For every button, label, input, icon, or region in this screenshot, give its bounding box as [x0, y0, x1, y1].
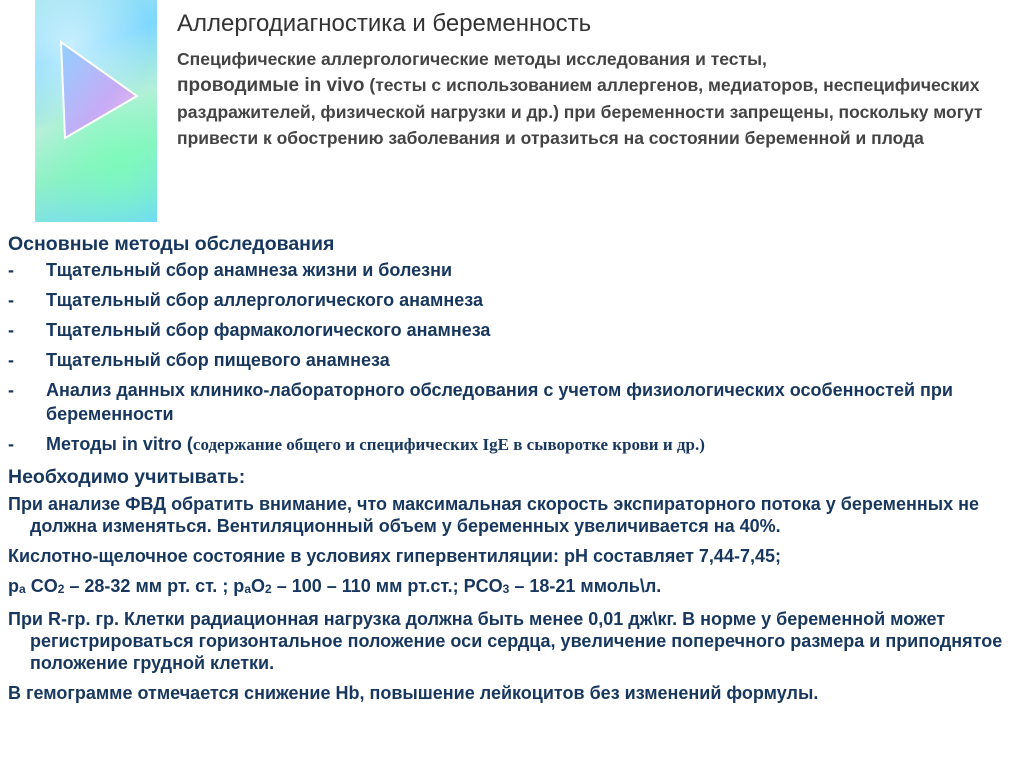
in-vitro-label: Методы in vitro ( [46, 434, 193, 454]
main-content [8, 230, 1008, 712]
list-item-text: Тщательный сбор анамнеза жизни и болезни [46, 260, 453, 280]
list-item [8, 348, 1008, 372]
note-hemogram: В гемограмме отмечается снижение Hb, повышение лейкоцитов без изменений формулы. [8, 683, 819, 703]
note-radiation: При R-гр. гр. Клетки радиационная нагрузка должна быть менее 0,01 дж\кг. В норме у беременной может регистрироваться горизонтальное положение оси сердца, увеличение поперечного размера и приподнятое положение грудной клетки. [8, 609, 1003, 673]
bullet-dash: - [8, 434, 14, 454]
list-item-text: Анализ данных клинико-лабораторного обследования с учетом физиологических особенностей при беременности [46, 380, 953, 424]
note-fvd: При анализе ФВД обратить внимание, что максимальная скорость экспираторного потока у беременных не должна изменяться. Вентиляционный объем у беременных увеличивается на 40%. [8, 494, 979, 536]
list-item [8, 378, 1008, 426]
triangle-logo-icon [35, 0, 157, 222]
gas-sub: a [244, 582, 251, 596]
methods-list [8, 258, 1008, 457]
intro-line-1: Специфические аллергологические методы исследования и тесты, [177, 49, 767, 69]
list-item-text: Тщательный сбор фармакологического анамнеза [46, 320, 491, 340]
bullet-dash: - [8, 260, 14, 280]
note-acid-base: Кислотно-щелочное состояние в условиях гипервентиляции: pH составляет 7,44-7,45; [8, 546, 781, 566]
gas-text: p [8, 576, 19, 596]
page-title: Аллергодиагностика и беременность [177, 10, 592, 37]
gas-sub: a [19, 582, 26, 596]
list-item-text: Тщательный сбор пищевого анамнеза [46, 350, 390, 370]
gas-sub: 2 [265, 582, 272, 596]
bullet-dash: - [8, 290, 14, 310]
gas-text: O [251, 576, 266, 596]
gas-sub: 2 [57, 582, 65, 596]
decorative-gradient-panel [35, 0, 157, 222]
gas-text: – 18-21 ммоль\л. [509, 576, 662, 596]
bullet-dash: - [8, 380, 14, 400]
gas-sub: 3 [502, 582, 510, 596]
list-item [8, 318, 1008, 342]
in-vitro-detail: содержание общего и специфических IgE в сыворотке крови и др.) [192, 435, 705, 454]
list-item [8, 258, 1008, 282]
bullet-dash: - [8, 350, 14, 370]
methods-heading: Основные методы обследования [8, 233, 335, 255]
intro-paragraph [177, 46, 1007, 151]
intro-in-vivo: проводимые in vivo [177, 75, 365, 96]
intro-line-rest: (тесты с использованием аллергенов, медиаторов, неспецифических раздражителей, физической нагрузки и др.) при беременности запрещены, поскольку могут привести к обострению заболевания и отразиться на состоянии беременной и плода [177, 75, 983, 148]
note-gases [8, 575, 1008, 600]
list-item-in-vitro [8, 432, 1008, 457]
gas-text: – 100 – 110 мм рт.ст.; PCO [271, 576, 503, 596]
consider-heading: Необходимо учитывать: [8, 466, 246, 488]
gas-text: – 28-32 мм рт. ст. ; p [64, 576, 245, 596]
list-item [8, 288, 1008, 312]
list-item-text: Тщательный сбор аллергологического анамнеза [46, 290, 483, 310]
bullet-dash: - [8, 320, 14, 340]
gas-text: CO [25, 576, 58, 596]
